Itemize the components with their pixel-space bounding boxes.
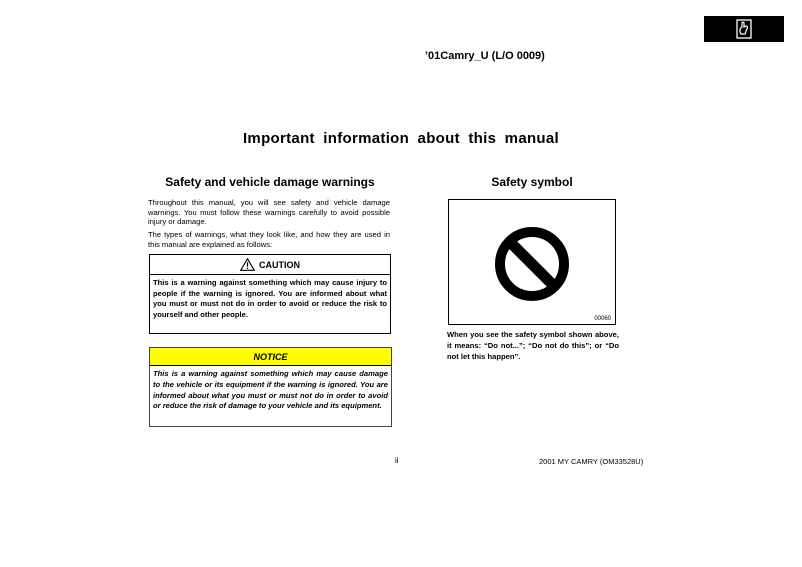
figure-code: 00060 [594,316,611,322]
types-paragraph: The types of warnings, what they look like, and how they are used in this manual are explained as follows: [148,230,390,249]
notice-header [150,348,391,366]
caution-label: CAUTION [259,259,300,270]
prohibition-icon [494,226,570,302]
doc-id: ’01Camry_U (L/O 0009) [425,50,545,62]
page-number: ii [395,456,399,465]
caution-header [150,255,390,275]
footer-reference: 2001 MY CAMRY (OM33528U) [539,457,644,466]
notice-text: This is a warning against something which may cause damage to the vehicle or its equipment if the warning is ignored. You are informed about what you must or must not do in order to avoid or reduce the risk of damage to your vehicle and its equipment. [153,369,388,411]
notice-label: NOTICE [253,351,288,362]
caution-box [149,254,391,334]
corner-badge [704,16,784,42]
section-title-warnings: Safety and vehicle damage warnings [165,175,375,189]
caution-text: This is a warning against something which may cause injury to people if the warning is ignored. You are informed about what you must or must not do in order to avoid or reduce the risk to yourself and other people. [153,278,387,319]
page-title: Important information about this manual [242,130,560,147]
intro-paragraph: Throughout this manual, you will see safety and vehicle damage warnings. You must follow these warnings carefully to avoid possible injury or damage. [148,198,390,227]
warning-triangle-icon [240,258,255,271]
safety-symbol-figure [448,199,616,325]
hand-icon [736,19,752,39]
safety-symbol-description: When you see the safety symbol shown above, it means: “Do not...”; “Do not do this”; or “Do not let this happen”. [447,330,619,361]
notice-box [149,347,392,427]
section-title-safety-symbol: Safety symbol [491,175,573,189]
